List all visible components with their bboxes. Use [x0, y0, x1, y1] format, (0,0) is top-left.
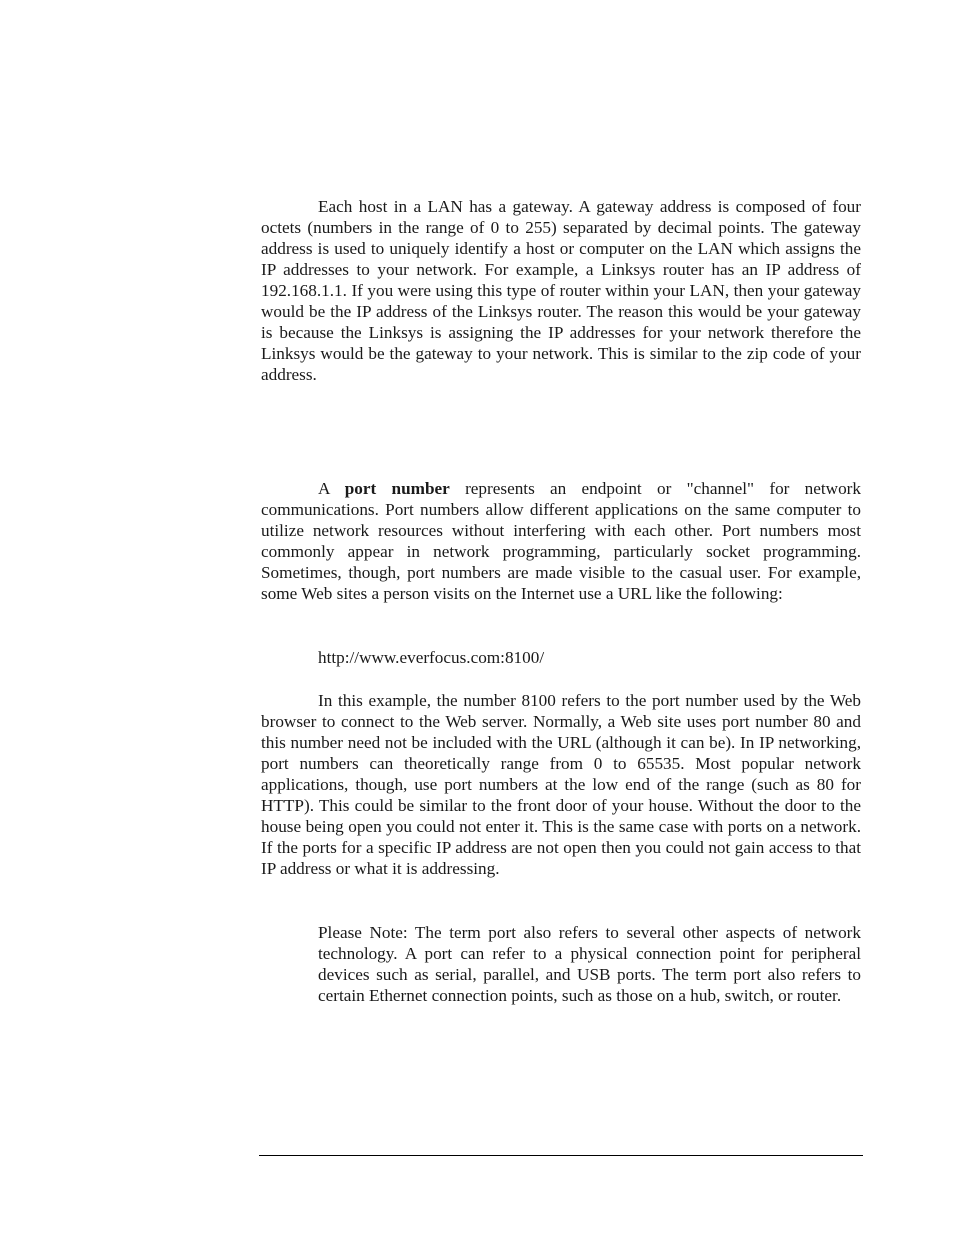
port-paragraph-lead: A [318, 479, 345, 498]
port-number-term: port number [344, 479, 450, 498]
example-url: http://www.everfocus.com:8100/ [318, 648, 545, 667]
please-note-paragraph: Please Note: The term port also refers to several other aspects of network technology. A port can refer to a physical connection point for peripheral devices such as serial, parallel, and USB ports. The term port also refers to certain Ethernet connection points, such as those on a hub, switch, or router. [318, 923, 861, 1005]
port-paragraph-body: represents an endpoint or "channel" for network communications. Port numbers allow different applications on the same computer to utilize network resources without interfering with each other. Port numbers most commonly appear in network programming, particularly socket programming. Sometimes, though, port numbers are made visible to the casual user. For example, some Web sites a person visits on the Internet use a URL like the following: [261, 479, 861, 603]
footer-rule [259, 1155, 863, 1156]
port-number-paragraph [261, 478, 861, 604]
gateway-paragraph: Each host in a LAN has a gateway. A gateway address is composed of four octets (numbers in the range of 0 to 255) separated by decimal points. The gateway address is used to uniquely identify a host or computer on the LAN which assigns the IP addresses to your network. For example, a Linksys router has an IP address of 192.168.1.1. If you were using this type of router within your LAN, then your gateway would be the IP address of the Linksys router. The reason this would be your gateway is because the Linksys is assigning the IP addresses for your network therefore the Linksys would be the gateway to your network. This is similar to the zip code of your address. [261, 197, 861, 384]
port-example-paragraph: In this example, the number 8100 refers to the port number used by the Web browser to connect to the Web server. Normally, a Web site uses port number 80 and this number need not be included with the URL (although it can be). In IP networking, port numbers can theoretically range from 0 to 65535. Most popular network applications, though, use port numbers at the low end of the range (such as 80 for HTTP). This could be similar to the front door of your house. Without the door to the house being open you could not enter it. This is the same case with ports on a network. If the ports for a specific IP address are not open then you could not gain access to that IP address or what it is addressing. [261, 691, 861, 878]
